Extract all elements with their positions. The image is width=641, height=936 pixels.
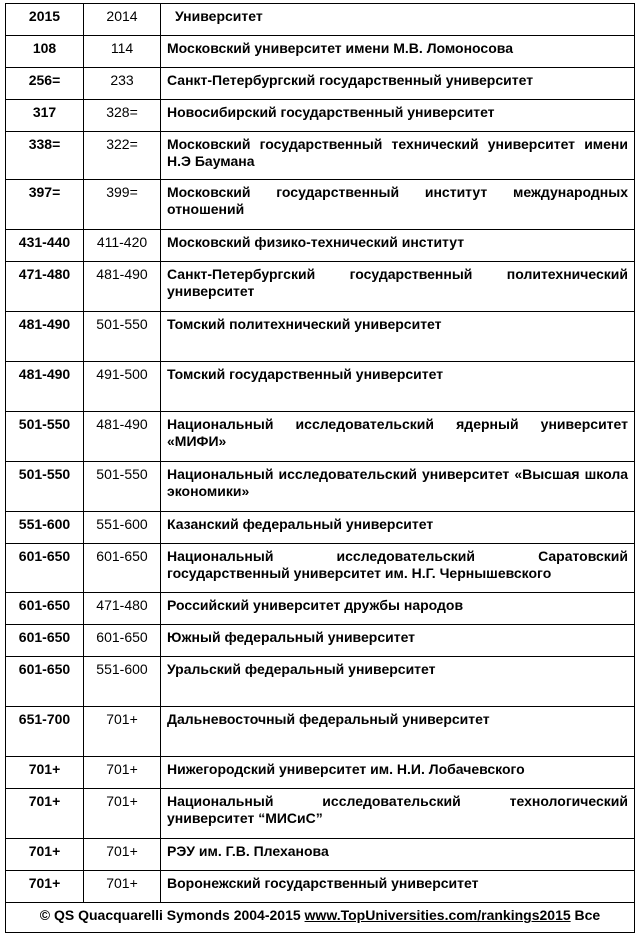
table-row <box>6 462 635 512</box>
rank-2015: 431-440 <box>6 230 84 262</box>
university-name: Новосибирский государственный университет <box>161 100 635 132</box>
rank-2014: 601-650 <box>84 544 161 593</box>
rank-2015: 501-550 <box>6 412 84 462</box>
table-row <box>6 132 635 180</box>
table-row <box>6 839 635 871</box>
table-row <box>6 871 635 903</box>
copyright-text: © QS Quacquarelli Symonds 2004-2015 <box>39 907 301 923</box>
table-row <box>6 262 635 312</box>
table-row <box>6 657 635 707</box>
rank-2014: 322= <box>84 132 161 180</box>
rank-2015: 317 <box>6 100 84 132</box>
university-name: Московский физико-технический институт <box>161 230 635 262</box>
rank-2015: 397= <box>6 180 84 230</box>
rank-2014: 481-490 <box>84 262 161 312</box>
rank-2014: 491-500 <box>84 362 161 412</box>
rankings-link[interactable]: www.TopUniversities.com/rankings2015 <box>304 907 571 923</box>
table-row <box>6 412 635 462</box>
university-name: Московский университет имени М.В. Ломоносова <box>161 36 635 68</box>
table-row <box>6 36 635 68</box>
rankings-table <box>5 3 635 933</box>
table-row <box>6 512 635 544</box>
rank-2015: 108 <box>6 36 84 68</box>
footer-cell <box>6 903 635 933</box>
university-name: Национальный исследовательский технологический университет “МИСиС” <box>161 789 635 839</box>
rank-2015: 551-600 <box>6 512 84 544</box>
rank-2014: 601-650 <box>84 625 161 657</box>
footer-tail: Все <box>574 907 601 923</box>
rank-2014: 328= <box>84 100 161 132</box>
rank-2015: 701+ <box>6 871 84 903</box>
table-header-row <box>6 4 635 36</box>
rank-2015: 601-650 <box>6 625 84 657</box>
table-row <box>6 68 635 100</box>
university-name: Дальневосточный федеральный университет <box>161 707 635 757</box>
table-row <box>6 362 635 412</box>
table-row <box>6 757 635 789</box>
rank-2015: 256= <box>6 68 84 100</box>
university-name: Санкт-Петербургский государственный политехнический университет <box>161 262 635 312</box>
table-row <box>6 180 635 230</box>
table-row <box>6 100 635 132</box>
rank-2015: 338= <box>6 132 84 180</box>
header-2014: 2014 <box>84 4 161 36</box>
rank-2014: 551-600 <box>84 512 161 544</box>
rank-2014: 501-550 <box>84 462 161 512</box>
rank-2015: 701+ <box>6 839 84 871</box>
rank-2014: 701+ <box>84 789 161 839</box>
rank-2014: 701+ <box>84 757 161 789</box>
table-row <box>6 544 635 593</box>
rank-2014: 481-490 <box>84 412 161 462</box>
table-row <box>6 230 635 262</box>
rank-2014: 701+ <box>84 707 161 757</box>
university-name: Национальный исследовательский ядерный университет «МИФИ» <box>161 412 635 462</box>
university-name: РЭУ им. Г.В. Плеханова <box>161 839 635 871</box>
rank-2015: 701+ <box>6 789 84 839</box>
rank-2015: 501-550 <box>6 462 84 512</box>
university-name: Уральский федеральный университет <box>161 657 635 707</box>
rank-2015: 601-650 <box>6 593 84 625</box>
university-name: Южный федеральный университет <box>161 625 635 657</box>
university-name: Национальный исследовательский университет «Высшая школа экономики» <box>161 462 635 512</box>
rank-2015: 481-490 <box>6 362 84 412</box>
rank-2014: 551-600 <box>84 657 161 707</box>
table-row <box>6 625 635 657</box>
university-name: Санкт-Петербургский государственный университет <box>161 68 635 100</box>
university-name: Воронежский государственный университет <box>161 871 635 903</box>
university-name: Томский политехнический университет <box>161 312 635 362</box>
university-name: Московский государственный технический университет имени Н.Э Баумана <box>161 132 635 180</box>
rank-2014: 411-420 <box>84 230 161 262</box>
rank-2014: 233 <box>84 68 161 100</box>
table-row <box>6 789 635 839</box>
table-row <box>6 593 635 625</box>
rank-2015: 601-650 <box>6 544 84 593</box>
university-name: Российский университет дружбы народов <box>161 593 635 625</box>
rank-2015: 701+ <box>6 757 84 789</box>
rank-2015: 651-700 <box>6 707 84 757</box>
university-name: Нижегородский университет им. Н.И. Лобачевского <box>161 757 635 789</box>
rank-2015: 481-490 <box>6 312 84 362</box>
university-name: Национальный исследовательский Саратовский государственный университет им. Н.Г. Чернышевского <box>161 544 635 593</box>
rank-2014: 471-480 <box>84 593 161 625</box>
rank-2015: 601-650 <box>6 657 84 707</box>
rank-2015: 471-480 <box>6 262 84 312</box>
table-row <box>6 707 635 757</box>
table-row <box>6 312 635 362</box>
university-name: Московский государственный институт международных отношений <box>161 180 635 230</box>
header-university: Университет <box>161 4 635 36</box>
header-2015: 2015 <box>6 4 84 36</box>
rank-2014: 701+ <box>84 871 161 903</box>
university-name: Казанский федеральный университет <box>161 512 635 544</box>
rank-2014: 701+ <box>84 839 161 871</box>
rank-2014: 114 <box>84 36 161 68</box>
university-name: Томский государственный университет <box>161 362 635 412</box>
footer-row <box>6 903 635 933</box>
rank-2014: 399= <box>84 180 161 230</box>
rank-2014: 501-550 <box>84 312 161 362</box>
